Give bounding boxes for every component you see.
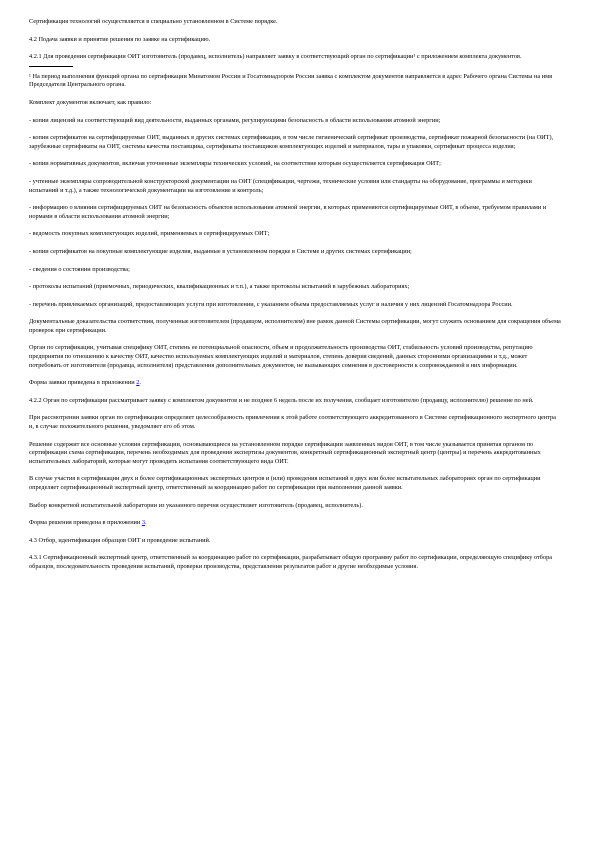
footnote-1: ¹ На период выполнения функций органа по сертификации Минатомом России и Госатомнадзором России заявка с комплектом документов направляется в адрес Рабочего органа Системы на имя Председателя Центрального органа. bbox=[29, 72, 553, 89]
appendix-2-link[interactable]: 2 bbox=[136, 379, 140, 387]
list-item-normative-documents: - копии нормативных документов, включая уточненные экземпляры технических условий, на соответствие которым осуществляется сертификация ОИТ; bbox=[29, 160, 441, 168]
paragraph-laboratory-choice: Выбор конкретной испытательной лаборатории из указанного перечня осуществляет изготовитель (продавец, исполнитель). bbox=[29, 501, 363, 509]
paragraph-4-3-1: 4.3.1 Сертификационный экспертный центр, ответственный за координацию работ по сертификации, разрабатывает общую программу работ по сертификации, определяющую специфику отбора образцов, последовательность проведения испытаний, проверки производства, представления результатов работ и другие необходимые условия. bbox=[29, 554, 553, 570]
list-item-purchased-components: - ведомость покупных комплектующих изделий, применяемых в сертифицируемых ОИТ; bbox=[29, 230, 270, 238]
paragraph-expert-center: При рассмотрении заявки орган по сертификации определяет целесообразность привлечения к этой работе соответствующего аккредитованного в Системе сертификационного экспертного центра и, в случае положительного решения, уведомляет его об этом. bbox=[29, 414, 556, 431]
application-form-text: Форма заявки приведена в приложении bbox=[29, 379, 137, 387]
paragraph-decision-form bbox=[29, 519, 561, 528]
list-item-design-documentation: - учтенные экземпляры сопроводительной конструкторской документации на ОИТ (спецификации, чертежи, технические условия или стандарты на оборудование, программы и методики испытаний и т.д.), а также технологической документации на изготовление и контроль; bbox=[29, 177, 532, 194]
section-heading-4-2: 4.2 Подача заявки и принятие решения по заявке на сертификацию. bbox=[29, 35, 211, 43]
paragraph-documentary-evidence: Документальные доказательства соответствия, полученные изготовителем (продавцом, исполнителем) вне рамок данной Системы сертификации, могут служить основанием для сокращения объема проверок при сертификации. bbox=[29, 318, 561, 334]
paragraph-additional-documents: Орган по сертификации, учитывая специфику ОИТ, степень ее потенциальной опасности, объем и продолжительность производства ОИТ, стабильность условий производства, репутацию предприятия по отношению к качеству ОИТ, качество используемых комплектующих изделий и материалов, степень доверия сведений, данных сторонними организациями и т.д., может потребовать от изготовителя (продавца, исполнителя) представления дополнительных документов, не вызывающих сомнения в достоверности к сопровождаемой в них информации. bbox=[29, 344, 533, 369]
list-item-licenses: - копии лицензий на соответствующий вид деятельности, выданных органами, регулирующими безопасность в области использования атомной энергии; bbox=[29, 116, 441, 124]
list-item-safety-information: - информацию о влиянии сертифицируемых ОИТ на безопасность объектов использования атомной энергии, в которых применяются сертифицируемые ОИТ, в объеме, требуемом правилами и нормами в области использования атомной энергии; bbox=[29, 204, 547, 220]
list-item-component-certificates: - копии сертификатов на покупные комплектующие изделия, выданные в установленном порядке в Системе и других системах сертификации; bbox=[29, 247, 412, 255]
application-form-period: . bbox=[139, 379, 141, 387]
paragraph-application-form bbox=[29, 379, 561, 388]
list-item-involved-organizations: - перечень привлекаемых организаций, предоставляющих услуги при изготовлении, с указанием объема предоставляемых услуг и наличия у них лицензий Госатомнадзора России. bbox=[29, 300, 513, 308]
footnote-divider bbox=[29, 66, 73, 67]
document-page bbox=[29, 18, 561, 581]
list-item-test-reports: - протоколы испытаний (приемочных, периодических, квалификационных и т.п.), а также протоколы испытаний в зарубежных лабораториях; bbox=[29, 283, 410, 291]
paragraph-4-2-1: 4.2.1 Для проведения сертификации ОИТ изготовитель (продавец, исполнитель) направляет заявку в соответствующий орган по сертификации¹ с приложением комплекта документов. bbox=[29, 53, 522, 61]
paragraph-tech-certification: Сертификация технологий осуществляется в специально установленном в Системе порядке. bbox=[29, 18, 278, 25]
list-item-production-status: - сведения о состоянии производства; bbox=[29, 265, 130, 273]
list-item-certificates: - копии сертификатов на сертифицируемые ОИТ, выданных в других системах сертификации, в том числе гигиенический сертификат производства, сертификат пожарной безопасности (на ОИТ), зарубежные сертификаты на ОИТ, системы качества поставщика, сертификаты поставщиков комплектующих изделий и материалов, тары и упаковки, сертификат процесса изделия; bbox=[29, 134, 554, 150]
paragraph-coordination: В случае участия в сертификации двух и более сертификационных экспертных центров и (или) проведения испытаний в двух или более испытательных лабораториях орган по сертификации определяет сертификационный экспертный центр, ответственный за координацию работ по сертификации при выполнении данной заявки. bbox=[29, 475, 541, 491]
appendix-3-link[interactable]: 3 bbox=[141, 519, 146, 527]
paragraph-4-2-2: 4.2.2 Орган по сертификации рассматривает заявку с комплектом документов и не позднее 6 недель после их получения, сообщает изготовителю (продавцу, исполнителю) решение по ней. bbox=[29, 396, 534, 404]
decision-form-text: Форма решения приведена в приложении bbox=[29, 519, 142, 527]
section-heading-4-3: 4.3 Отбор, идентификация образцов ОИТ и проведение испытаний. bbox=[29, 536, 211, 544]
decision-form-period: . bbox=[145, 519, 147, 527]
paragraph-documents-intro: Комплект документов включает, как правило: bbox=[29, 98, 152, 106]
paragraph-decision-contents: Решение содержит все основные условия сертификации, основывающиеся на установленном порядке сертификации заявленных видов ОИТ, в том числе указывается принятая органом по сертификации схема сертификации, перечень необходимых для проведения экспертизы документов, конкретный сертификационный экспертный центр (центры) и перечень аккредитованных испытательных лабораторий, которые могут проводить испытания соответствующего вида ОИТ. bbox=[29, 440, 541, 465]
